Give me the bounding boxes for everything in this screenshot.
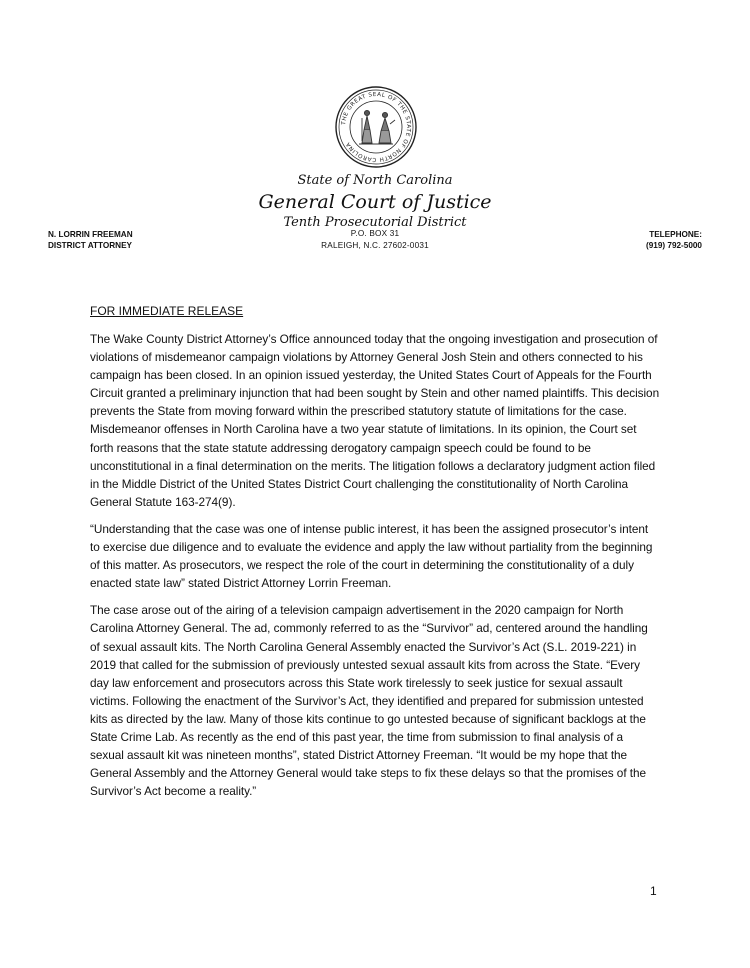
seal-graphic	[335, 86, 417, 168]
page-number: 1	[650, 884, 657, 898]
phone-label: TELEPHONE:	[649, 230, 702, 239]
press-release-body	[90, 330, 660, 809]
po-box: P.O. BOX 31	[350, 229, 400, 238]
district-attorney-block	[48, 229, 133, 251]
telephone-block	[646, 229, 702, 251]
court-heading	[0, 172, 750, 232]
court-name: General Court of Justice	[258, 191, 492, 213]
district-name: Tenth Prosecutorial District	[283, 215, 467, 230]
release-label: FOR IMMEDIATE RELEASE	[90, 304, 244, 318]
paragraph: “Understanding that the case was one of intense public interest, it has been the assigned prosecutor’s intent to exercise due diligence and to evaluate the evidence and apply the law without partiality from the beginning of this matter. As prosecutors, we respect the role of the court in determining the constitutionality of a duly enacted state law” stated District Attorney Lorrin Freeman.	[90, 521, 653, 591]
state-seal-logo	[335, 86, 417, 168]
phone-number: (919) 792-5000	[646, 241, 702, 250]
da-name: N. LORRIN FREEMAN	[48, 230, 133, 239]
svg-text:THE GREAT SEAL OF THE STATE OF: THE GREAT SEAL OF THE STATE OF NORTH CAROLINA	[341, 91, 412, 163]
city-zip: RALEIGH, N.C. 27602-0031	[321, 241, 429, 250]
state-name: State of North Carolina	[297, 173, 453, 188]
paragraph: The case arose out of the airing of a television campaign advertisement in the 2020 campaign for North Carolina Attorney General. The ad, commonly referred to as the “Survivor” ad, centered around the handling of sexual assault kits. The North Carolina General Assembly enacted the Survivor’s Act (S.L. 2019-221) in 2019 that called for the submission of previously untested sexual assault kits from across the State. “Every day law enforcement and prosecutors across this State work tirelessly to seek justice for sexual assault victims. Following the enactment of the Survivor’s Act, they identified and prepared for submission untested kits as directed by the law. Many of those kits continue to go untested because of significant backlogs at the State Crime Lab. As recently as the end of this past year, the time from submission to final analysis of a sexual assault kit was nineteen months”, stated District Attorney Freeman. “It would be my hope that the General Assembly and the Attorney General would take steps to fix these delays so that the promises of the Survivor’s Act become a reality.”	[90, 603, 648, 799]
paragraph: The Wake County District Attorney’s Office announced today that the ongoing investigation and prosecution of violations of misdemeanor campaign violations by Attorney General Josh Stein and others connected to his campaign has been closed. In an opinion issued yesterday, the United States Court of Appeals for the Fourth Circuit granted a preliminary injunction that had been sought by Stein and other named plaintiffs. This decision prevents the State from moving forward within the prescribed statutory statute of limitations for the case. Misdemeanor offenses in North Carolina have a two year statute of limitations. In its opinion, the Court set forth reasons that the state statute addressing derogatory campaign speech could be found to be unconstitutional in a final determination on the merits. The litigation follows a declaratory judgment action filed in the Middle District of the United States District Court challenging the constitutionality of North Carolina General Statute 163-274(9).	[90, 332, 660, 509]
da-title: DISTRICT ATTORNEY	[48, 241, 132, 250]
